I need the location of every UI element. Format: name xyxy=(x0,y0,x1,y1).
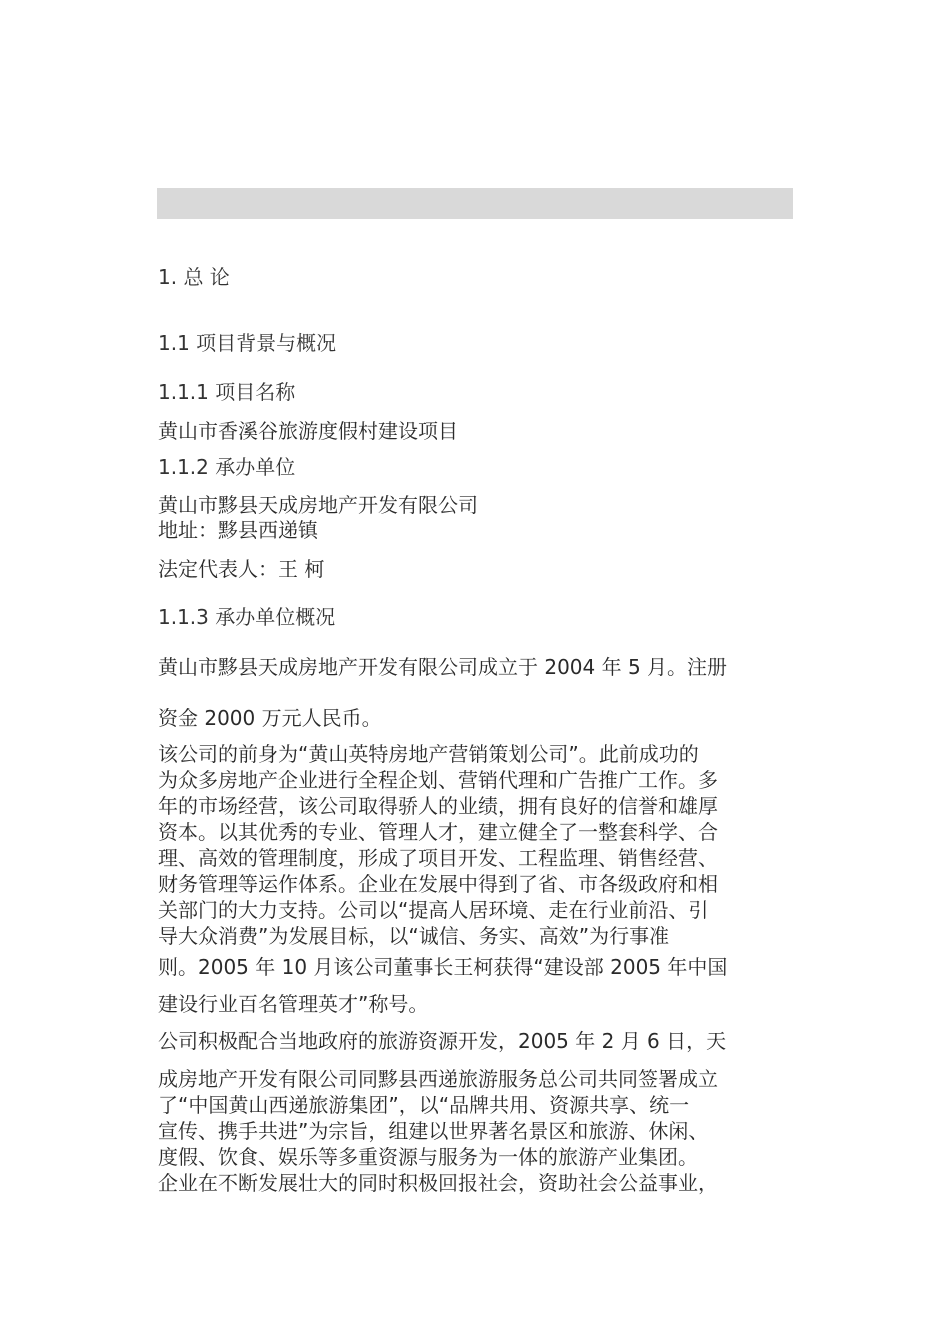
paragraph-2-line: 导大众消费”为发展目标，以“诚信、务实、高效”为行事准 xyxy=(158,924,670,948)
paragraph-2-line: 则。2005 年 10 月该公司董事长王柯获得“建设部 2005 年中国 xyxy=(158,955,728,979)
section-heading-1-1: 1.1 项目背景与概况 xyxy=(158,331,337,355)
paragraph-2-line: 年的市场经营，该公司取得骄人的业绩，拥有良好的信誉和雄厚 xyxy=(158,794,718,818)
legal-representative: 法定代表人：王 柯 xyxy=(158,557,325,581)
project-name: 黄山市香溪谷旅游度假村建设项目 xyxy=(158,419,458,443)
section-heading-1-1-2: 1.1.2 承办单位 xyxy=(158,455,296,479)
company-address: 地址：黟县西递镇 xyxy=(158,518,318,542)
paragraph-2-line: 该公司的前身为“黄山英特房地产营销策划公司”。此前成功的 xyxy=(158,742,699,766)
section-heading-1-1-1: 1.1.1 项目名称 xyxy=(158,380,296,404)
paragraph-2-line: 理、高效的管理制度，形成了项目开发、工程监理、销售经营、 xyxy=(158,846,718,870)
paragraph-2 xyxy=(158,741,798,949)
paragraph-3-line-1: 公司积极配合当地政府的旅游资源开发，2005 年 2 月 6 日，天 xyxy=(158,1029,727,1053)
section-title: 1. 总 论 xyxy=(158,265,230,289)
paragraph-2-line: 财务管理等运作体系。企业在发展中得到了省、市各级政府和相 xyxy=(158,872,718,896)
paragraph-3-line: 了“中国黄山西递旅游集团”，以“品牌共用、资源共享、统一 xyxy=(158,1093,690,1117)
paragraph-2-line: 资本。以其优秀的专业、管理人才，建立健全了一整套科学、合 xyxy=(158,820,718,844)
paragraph-3-line: 度假、饮食、娱乐等多重资源与服务为一体的旅游产业集团。 xyxy=(158,1145,698,1169)
paragraph-2-line: 建设行业百名管理英才”称号。 xyxy=(158,992,429,1016)
company-name: 黄山市黟县天成房地产开发有限公司 xyxy=(158,493,478,517)
paragraph-3-line: 成房地产开发有限公司同黟县西递旅游服务总公司共同签署成立 xyxy=(158,1067,718,1091)
paragraph-1-line-1: 黄山市黟县天成房地产开发有限公司成立于 2004 年 5 月。注册 xyxy=(158,655,728,679)
paragraph-2-line: 关部门的大力支持。公司以“提高人居环境、走在行业前沿、引 xyxy=(158,898,709,922)
section-heading-1-1-3: 1.1.3 承办单位概况 xyxy=(158,605,336,629)
paragraph-2-line: 为众多房地产企业进行全程企划、营销代理和广告推广工作。多 xyxy=(158,768,718,792)
paragraph-1-line-2: 资金 2000 万元人民币。 xyxy=(158,706,382,730)
paragraph-3-line: 宣传、携手共进”为宗旨，组建以世界著名景区和旅游、休闲、 xyxy=(158,1119,709,1143)
header-bar xyxy=(157,188,793,219)
paragraph-3 xyxy=(158,1066,798,1196)
paragraph-3-line: 企业在不断发展壮大的同时积极回报社会，资助社会公益事业， xyxy=(158,1171,718,1195)
